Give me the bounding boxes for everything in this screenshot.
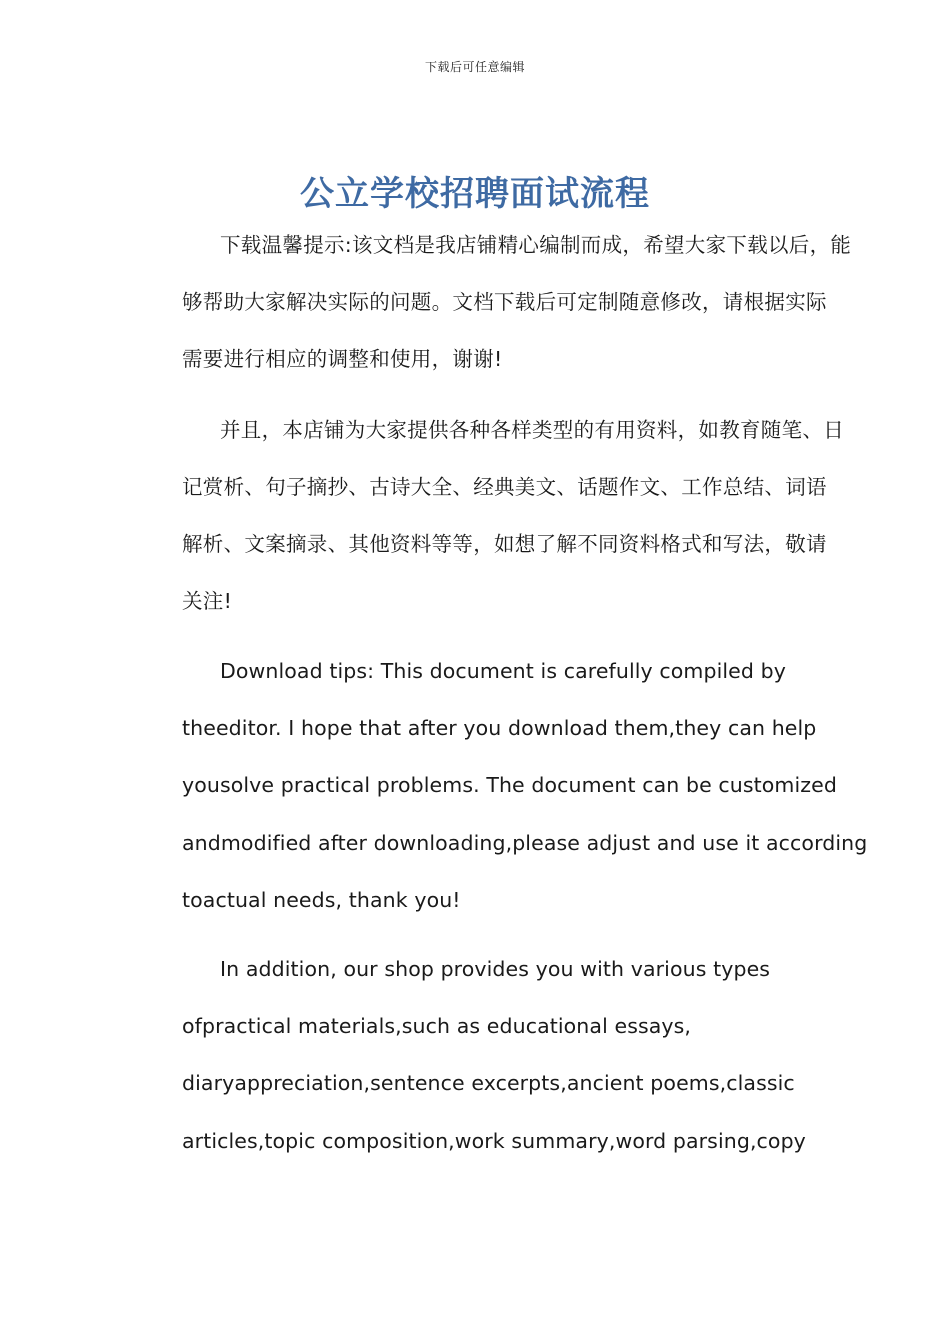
- text-line: 解析、文案摘录、其他资料等等，如想了解不同资料格式和写法，敬请: [182, 532, 827, 556]
- paragraph-download-tip-en: [144, 643, 868, 929]
- text-line: Download tips: This document is carefully compiled by: [220, 659, 786, 683]
- text-line: 下载温馨提示:该文档是我店铺精心编制而成，希望大家下载以后，能: [220, 233, 852, 257]
- text-line: In addition, our shop provides you with various types: [220, 957, 771, 981]
- text-line: toactual needs, thank you!: [182, 887, 461, 912]
- text-line: yousolve practical problems. The document can be customized: [182, 773, 837, 798]
- text-line: theeditor. I hope that after you download them,they can help: [182, 716, 817, 741]
- text-line: 够帮助大家解决实际的问题。文档下载后可定制随意修改，请根据实际: [182, 290, 827, 314]
- text-line: andmodified after downloading,please adjust and use it according: [182, 830, 868, 855]
- text-line: 需要进行相应的调整和使用，谢谢!: [182, 347, 503, 371]
- page-title: 公立学校招聘面试流程: [300, 174, 650, 214]
- header-note: 下载后可任意编辑: [424, 60, 525, 74]
- paragraph-download-tip-cn: [144, 217, 852, 388]
- paragraph-resources-en: [144, 941, 806, 1170]
- text-line: 记赏析、句子摘抄、古诗大全、经典美文、话题作文、工作总结、词语: [182, 475, 827, 499]
- text-line: diaryappreciation,sentence excerpts,ancient poems,classic: [182, 1071, 795, 1096]
- text-line: 关注!: [182, 589, 233, 613]
- text-line: 并且，本店铺为大家提供各种各样类型的有用资料，如教育随笔、日: [220, 418, 844, 442]
- text-line: articles,topic composition,work summary,word parsing,copy: [182, 1128, 806, 1153]
- text-line: ofpractical materials,such as educational essays,: [182, 1014, 692, 1039]
- paragraph-resources-cn: [144, 402, 844, 630]
